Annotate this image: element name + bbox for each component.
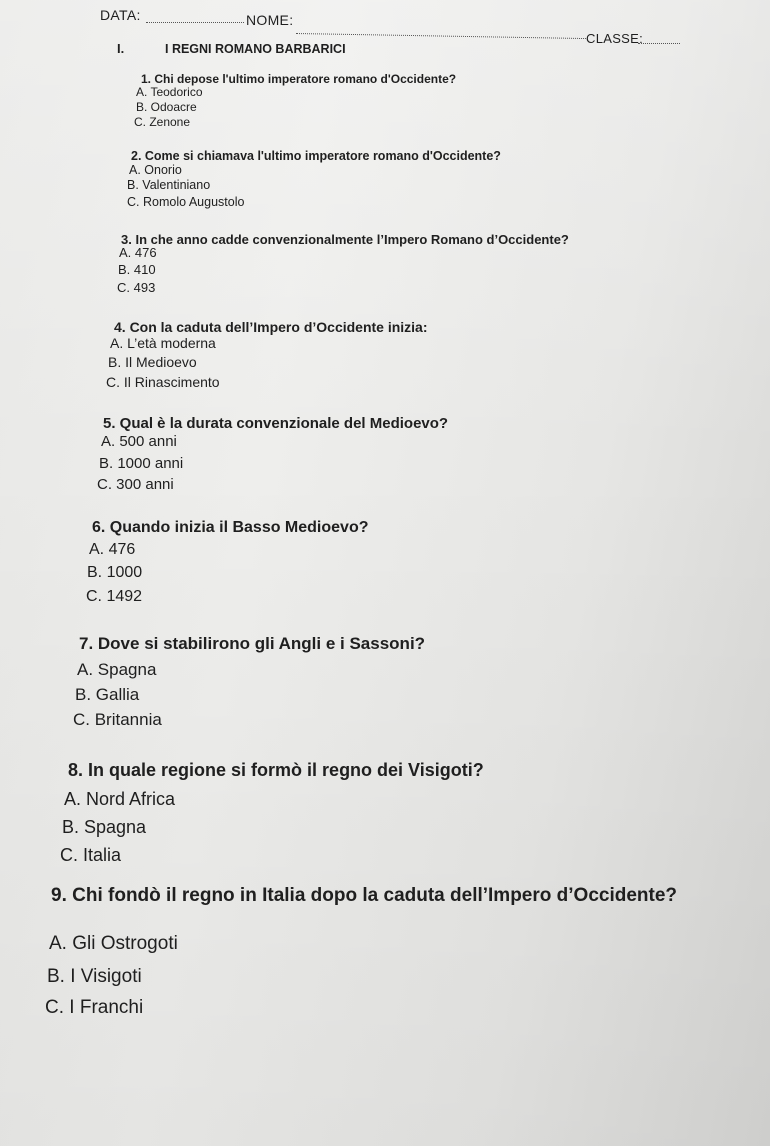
class-label: CLASSE:: [586, 31, 644, 46]
answer-option: B. I Visigoti: [47, 966, 142, 987]
name-blank: [296, 33, 586, 39]
answer-option: C. I Franchi: [45, 997, 144, 1018]
answer-option: A. Onorio: [129, 163, 182, 177]
class-blank: [638, 43, 680, 44]
answer-option: C. 1492: [86, 588, 143, 605]
section-number: I.: [117, 41, 125, 56]
answer-option: C. Romolo Augustolo: [127, 195, 245, 209]
answer-option: B. Il Medioevo: [108, 354, 197, 370]
question-text: 5. Qual è la durata convenzionale del Medioevo?: [103, 415, 449, 432]
answer-option: A. Gli Ostrogoti: [49, 933, 178, 954]
answer-option: B. Odoacre: [136, 100, 197, 114]
question-text: 1. Chi depose l'ultimo imperatore romano d'Occidente?: [141, 72, 457, 86]
question-text: 6. Quando inizia il Basso Medioevo?: [92, 519, 369, 536]
answer-option: B. Valentiniano: [127, 178, 211, 192]
answer-option: A. Spagna: [77, 660, 157, 679]
answer-option: B. 1000: [87, 564, 143, 581]
date-blank: [146, 22, 244, 23]
answer-option: B. Spagna: [62, 817, 147, 837]
name-label: NOME:: [246, 12, 294, 28]
answer-option: A. 476: [89, 541, 136, 558]
question-text: 2. Come si chiamava l'ultimo imperatore romano d'Occidente?: [131, 149, 501, 163]
answer-option: B. 410: [118, 262, 156, 277]
answer-option: C. Britannia: [73, 710, 162, 729]
answer-option: A. L’età moderna: [110, 335, 216, 351]
answer-option: C. Italia: [60, 845, 122, 865]
question-text: 3. In che anno cadde convenzionalmente l’Impero Romano d’Occidente?: [121, 232, 569, 247]
answer-option: A. 476: [119, 245, 157, 260]
answer-option: B. Gallia: [75, 685, 140, 704]
answer-option: A. Teodorico: [136, 85, 203, 99]
answer-option: C. Il Rinascimento: [106, 374, 220, 390]
section-title: I REGNI ROMANO BARBARICI: [165, 42, 346, 56]
date-label: DATA:: [100, 7, 141, 23]
answer-option: B. 1000 anni: [99, 455, 184, 472]
answer-option: C. 493: [117, 280, 156, 295]
question-text: 8. In quale regione si formò il regno dei Visigoti?: [68, 760, 484, 780]
question-text: 4. Con la caduta dell’Impero d’Occidente inizia:: [114, 319, 428, 335]
answer-option: C. 300 anni: [97, 476, 174, 493]
question-text: 9. Chi fondò il regno in Italia dopo la caduta dell’Impero d’Occidente?: [51, 885, 678, 906]
answer-option: C. Zenone: [134, 115, 191, 129]
answer-option: A. Nord Africa: [64, 789, 176, 809]
question-text: 7. Dove si stabilirono gli Angli e i Sassoni?: [79, 634, 426, 653]
answer-option: A. 500 anni: [101, 433, 177, 450]
